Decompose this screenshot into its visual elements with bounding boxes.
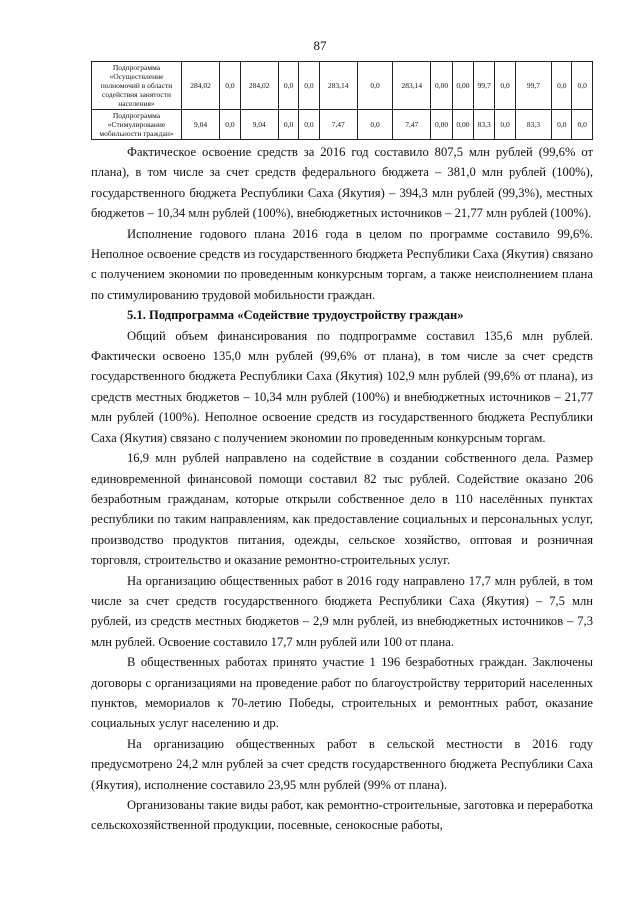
- program-funding-table: [91, 61, 593, 140]
- table-cell: 0,00: [452, 110, 473, 140]
- section-heading: 5.1. Подпрограмма «Содействие трудоустройству граждан»: [127, 308, 464, 323]
- table-cell: 284,02: [182, 62, 220, 110]
- table-cell: 0,0: [552, 110, 572, 140]
- table-cell: 0,00: [452, 62, 473, 110]
- table-cell: 0,0: [278, 62, 298, 110]
- document-body: [91, 142, 593, 836]
- table-cell: 0,0: [552, 62, 572, 110]
- table-cell: 283,14: [393, 62, 431, 110]
- table-cell: 99,7: [474, 62, 495, 110]
- table-cell: 0,00: [431, 62, 452, 110]
- paragraph: В общественных работах принято участие 1 196 безработных граждан. Заключены договоры с организациями на проведение работ по благоустройству территорий населенных пунктов, мемориалов к 70-летию Победы, строительных и ремонтных работ, оказание социальных услуг населению и др.: [91, 655, 593, 731]
- paragraph: Общий объем финансирования по подпрограмме составил 135,6 млн рублей. Фактически освоено 135,0 млн рублей (99,6% от плана), в том числе за счет средств государственного бюджета Республики Саха (Якутия) 102,9 млн рублей (99,6% от плана), из средств местных бюджетов – 10,34 млн рублей (100%) и внебюджетных источников – 21,77 млн рублей (100%). Неполное освоение средств из государственного бюджета Республики Саха (Якутия) связано с получением экономии по проведенным конкурсным торгам.: [91, 328, 593, 445]
- table-cell: 9,04: [240, 110, 278, 140]
- table-cell: 0,0: [220, 62, 240, 110]
- table-cell: 0,0: [495, 110, 515, 140]
- table-cell: 0,00: [431, 110, 452, 140]
- table-cell: 283,14: [319, 62, 357, 110]
- table-cell: 0,0: [278, 110, 298, 140]
- table-cell: 0,0: [299, 62, 319, 110]
- table-cell: 0,0: [572, 62, 593, 110]
- paragraph: Исполнение годового плана 2016 года в целом по программе составило 99,6%. Неполное освоение средств из государственного бюджета Республики Саха (Якутия) связано с получением экономии по проведенным конкурсным торгам, а также неисполнением плана по стимулированию трудовой мобильности граждан.: [91, 226, 593, 302]
- paragraph: На организацию общественных работ в сельской местности в 2016 году предусмотрено 24,2 млн рублей за счет средств государственного бюджета Республики Саха (Якутия), исполнение составило 23,95 млн рублей (99% от плана).: [91, 736, 593, 792]
- table-cell: 0,0: [357, 62, 392, 110]
- table-row: [92, 110, 593, 140]
- table-cell: 0,0: [572, 110, 593, 140]
- paragraph: 16,9 млн рублей направлено на содействие в создании собственного дела. Размер единовременной финансовой помощи составил 82 тыс рублей. Содействие оказано 206 безработным гражданам, которые открыли собственное дело в 110 населённых пунктах республики по таким направлениям, как предоставление социальных и персональных услуг, производство продуктов питания, одежды, сельское хозяйство, оптовая и розничная торговля, строительство и оказание ремонтно-строительных услуг.: [91, 451, 593, 568]
- table-cell: 9,04: [182, 110, 220, 140]
- table-cell: 0,0: [357, 110, 392, 140]
- table-cell: 0,0: [220, 110, 240, 140]
- paragraph: На организацию общественных работ в 2016 году направлено 17,7 млн рублей, в том числе за счет средств государственного бюджета Республики Саха (Якутия) – 7,5 млн рублей, из средств местных бюджетов – 2,9 млн рублей, из внебюджетных источников – 7,3 млн рублей. Освоение составило 17,7 млн рублей или 100 от плана.: [91, 573, 593, 649]
- table-cell: 0,0: [495, 62, 515, 110]
- paragraph: Фактическое освоение средств за 2016 год составило 807,5 млн рублей (99,6% от плана), в том числе за счет средств федерального бюджета – 381,0 млн рублей (100%), государственного бюджета Республики Саха (Якутия) – 394,3 млн рублей (99,3%), местных бюджетов – 10,34 млн рублей (100%), внебюджетных источников – 21,77 млн рублей (100%).: [91, 145, 593, 221]
- table-cell: 0,0: [299, 110, 319, 140]
- table-cell-name: Подпрограмма «Стимулирование мобильности граждан»: [92, 110, 182, 140]
- table-cell: 99,7: [515, 62, 551, 110]
- table-cell: 7,47: [393, 110, 431, 140]
- table-cell: 83,3: [474, 110, 495, 140]
- page-number: 87: [313, 38, 327, 53]
- table-cell: 7,47: [319, 110, 357, 140]
- table-cell-name: Подпрограмма «Осуществление полномочий в области содействия занятости населения»: [92, 62, 182, 110]
- table-cell: 83,3: [515, 110, 551, 140]
- table-cell: 284,02: [240, 62, 278, 110]
- table-row: [92, 62, 593, 110]
- paragraph: Организованы такие виды работ, как ремонтно-строительные, заготовка и переработка сельскохозяйственной продукции, посевные, сенокосные работы,: [91, 798, 593, 833]
